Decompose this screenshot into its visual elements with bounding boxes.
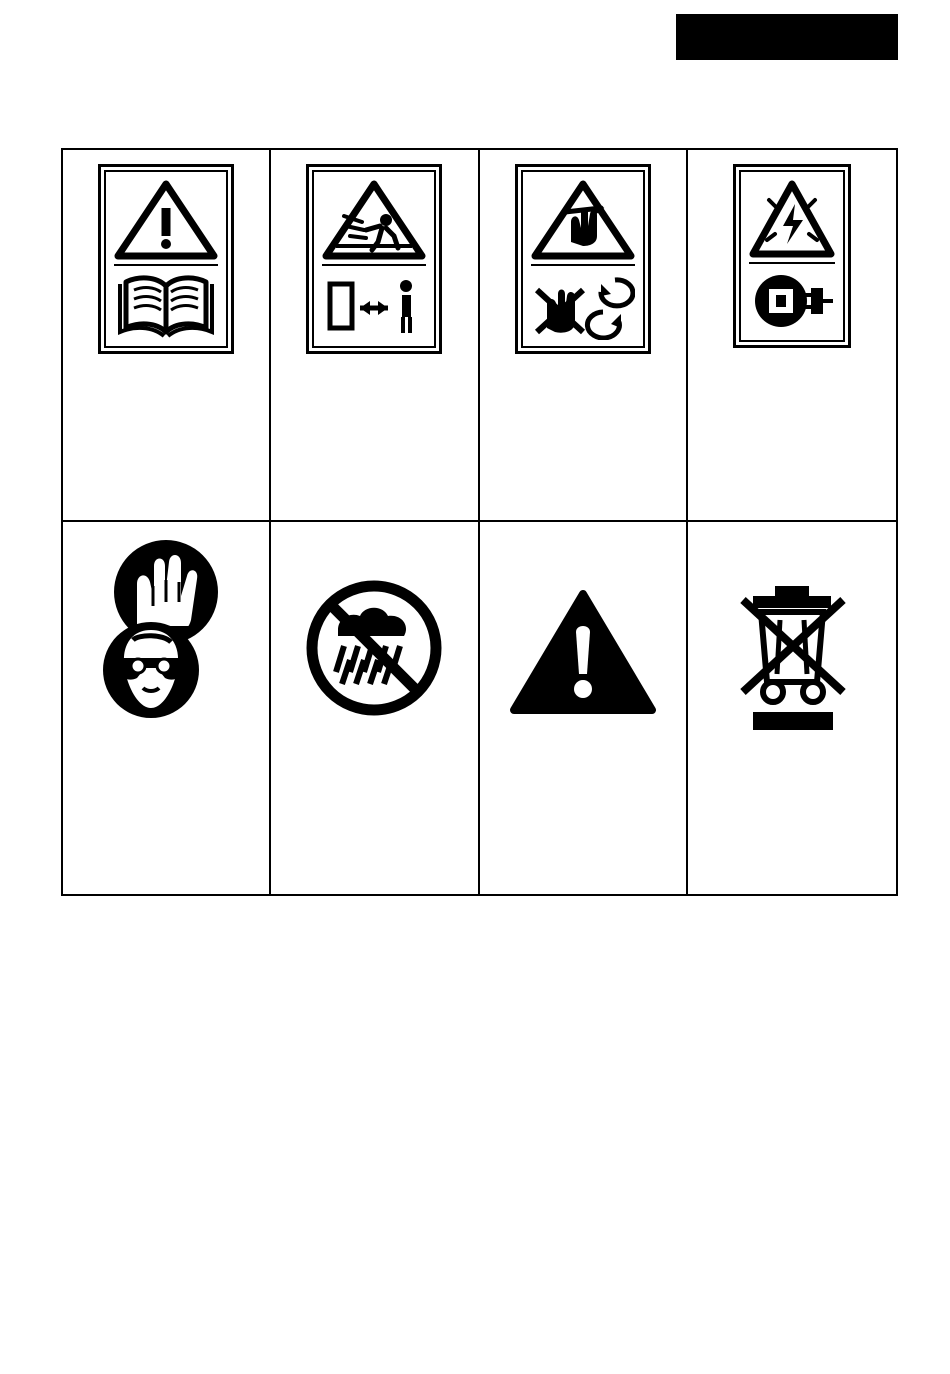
pane-divider xyxy=(531,264,635,266)
warning-triangle-electric-shock-icon xyxy=(749,178,835,258)
warning-triangle-hand-cut-icon xyxy=(531,178,635,260)
label-frame-inner xyxy=(521,170,645,348)
pane-unplug xyxy=(749,268,835,334)
symbol-cell-no-rain xyxy=(271,522,479,894)
general-warning-triangle-solid-icon xyxy=(508,588,658,718)
symbol-cell-content xyxy=(688,164,896,348)
do-not-expose-to-rain-icon xyxy=(294,568,454,728)
symbol-cell-weee xyxy=(688,522,896,894)
symbol-cell-content xyxy=(480,522,686,894)
pane-warning xyxy=(531,178,635,260)
label-frame-inner xyxy=(104,170,228,348)
wear-eye-protection-icon xyxy=(103,622,199,718)
label-frame xyxy=(733,164,851,348)
label-frame xyxy=(515,164,651,354)
hand-crossed xyxy=(537,290,583,333)
symbol-cell-ppe xyxy=(63,522,271,894)
symbol-cell-content xyxy=(688,536,896,746)
symbol-cell-rotating-blades xyxy=(480,150,688,522)
header-black-bar xyxy=(676,14,898,60)
pane-divider xyxy=(114,264,218,266)
pane-distance xyxy=(322,270,426,340)
pane-warning xyxy=(749,178,835,258)
open-manual-book-icon xyxy=(114,270,218,340)
symbol-cell-content xyxy=(63,164,269,354)
warning-triangle-thrown-objects-icon xyxy=(322,178,426,260)
double-arrow xyxy=(360,301,388,315)
rotation-arrows xyxy=(587,280,633,338)
symbol-cell-content xyxy=(480,164,686,354)
keep-hands-away-rotating-blades-icon xyxy=(531,270,635,340)
symbol-cell-content xyxy=(271,522,477,894)
warning-triangle-exclamation-icon xyxy=(114,178,218,260)
symbol-cell-keep-distance xyxy=(271,150,479,522)
symbol-cell-content xyxy=(63,536,269,726)
label-frame xyxy=(306,164,442,354)
symbol-cell-read-manual xyxy=(63,150,271,522)
keep-bystanders-distance-icon xyxy=(322,270,426,340)
crossed-out-wheelie-bin-icon xyxy=(717,566,867,746)
unplug-from-mains-icon xyxy=(749,268,835,334)
pane-warning xyxy=(322,178,426,260)
symbol-cell-general-warning xyxy=(480,522,688,894)
label-frame-inner xyxy=(312,170,436,348)
pane-manual xyxy=(114,270,218,340)
pane-warning xyxy=(114,178,218,260)
label-frame-inner xyxy=(739,170,845,342)
safety-symbol-table xyxy=(61,148,898,896)
symbol-cell-content xyxy=(271,164,477,354)
symbol-cell-unplug-mains xyxy=(688,150,896,522)
label-frame xyxy=(98,164,234,354)
pane-divider xyxy=(749,262,835,264)
pane-divider xyxy=(322,264,426,266)
pane-hands-away xyxy=(531,270,635,340)
ppe-symbols-group xyxy=(81,536,251,726)
person-figure xyxy=(400,280,412,333)
